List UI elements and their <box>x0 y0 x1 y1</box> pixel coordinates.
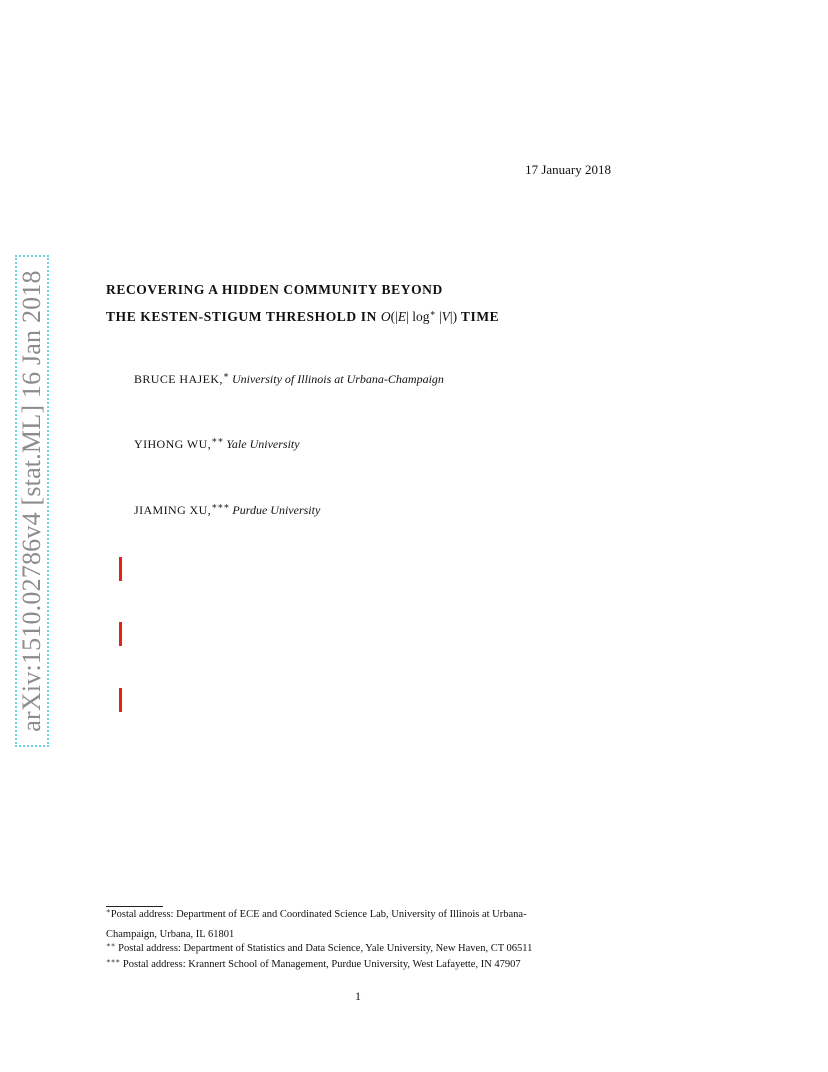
footnote-mark: ∗∗∗ <box>106 957 121 965</box>
math-v: V <box>441 309 450 324</box>
author-hajek <box>134 372 444 387</box>
footnote-mark: ∗ <box>106 907 111 915</box>
math-open: (| <box>390 309 398 324</box>
title-line-1: RECOVERING A HIDDEN COMMUNITY BEYOND <box>106 282 443 297</box>
page-number: 1 <box>355 989 361 1003</box>
footnote-text: Postal address: Krannert School of Management, Purdue University, West Lafayette, IN 47907 <box>122 959 521 970</box>
margin-mark <box>119 688 122 712</box>
title-line-2-prefix: THE KESTEN-STIGUM THRESHOLD IN <box>106 309 381 324</box>
author-affiliation: Purdue University <box>232 503 321 517</box>
author-name: JIAMING XU, <box>134 503 212 517</box>
margin-mark <box>119 622 122 646</box>
author-xu <box>134 503 320 518</box>
math-e: E <box>397 309 407 324</box>
margin-mark <box>119 557 122 581</box>
footnote-2 <box>106 943 532 954</box>
math-star: ∗ <box>429 308 436 318</box>
math-big-o: O <box>380 309 391 324</box>
footnote-mark: ∗∗ <box>106 941 116 949</box>
author-mark: ∗∗∗ <box>211 501 230 511</box>
author-mark: ∗∗ <box>211 435 224 445</box>
author-name: BRUCE HAJEK, <box>134 372 223 386</box>
footnote-3 <box>106 959 521 970</box>
footnote-1-continuation: Champaign, Urbana, IL 61801 <box>106 929 235 940</box>
math-log: | log <box>406 309 430 324</box>
author-wu <box>134 437 300 452</box>
footnote-rule <box>106 906 163 907</box>
date: 17 January 2018 <box>525 162 611 177</box>
footnote-text: Postal address: Department of ECE and Coordinated Science Lab, University of Illinois at Urbana- <box>110 909 527 920</box>
footnote-1 <box>106 909 527 920</box>
author-mark: ∗ <box>222 370 229 380</box>
math-close: |) <box>449 309 458 324</box>
arxiv-stamp-text: arXiv:1510.02786v4 [stat.ML] 16 Jan 2018 <box>17 270 46 732</box>
title-line-2-suffix: TIME <box>457 309 500 324</box>
title-line-2 <box>106 303 706 330</box>
author-affiliation: University of Illinois at Urbana-Champaign <box>231 372 444 386</box>
paper-title <box>106 276 706 330</box>
author-name: YIHONG WU, <box>134 437 212 451</box>
title-math <box>381 309 457 324</box>
math-bar: | <box>435 309 442 324</box>
author-affiliation: Yale University <box>226 437 300 451</box>
footnote-text: Postal address: Department of Statistics and Data Science, Yale University, New Haven, CT 06511 <box>118 943 533 954</box>
